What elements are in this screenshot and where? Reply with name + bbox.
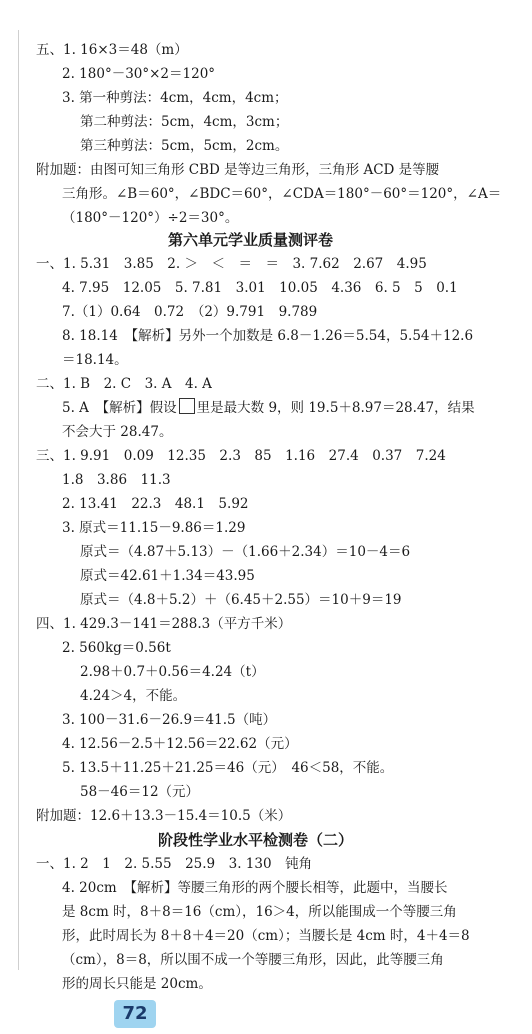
answer-line: 3. 第一种剪法：4cm，4cm，4cm； [62,90,288,106]
answer-line: 5. 13.5＋11.25＋21.25＝46（元） 46＜58，不能。 [62,760,394,776]
answer-line: 不会大于 28.47。 [62,424,173,440]
answer-line: 二、1. B 2. C 3. A 4. A [36,376,212,392]
answer-line: 1.8 3.86 11.3 [62,472,171,488]
answer-text: 5. A 【解析】假设 [62,400,177,416]
answer-line: 4. 7.95 12.05 5. 7.81 3.01 10.05 4.36 6. 5 5 0.1 [62,280,458,296]
answer-line: 一、1. 2 1 2. 5.55 25.9 3. 130 钝角 [36,856,313,872]
answer-line: 2. 13.41 22.3 48.1 5.92 [62,496,249,512]
answer-line: （180°－120°）÷2＝30°。 [62,210,239,226]
answer-line: 原式＝（4.8＋5.2）＋（6.45＋2.55）＝10＋9＝19 [80,592,402,608]
answer-line: 一、1. 5.31 3.85 2. ＞ ＜ ＝ ＝ 3. 7.62 2.67 4.95 [36,256,427,272]
answer-line: 三角形。∠B＝60°，∠BDC＝60°，∠CDA＝180°－60°＝120°，∠A＝ [62,186,502,202]
answer-line: 第三种剪法：5cm，5cm，2cm。 [80,138,289,154]
page-number: 72 [114,1000,156,1028]
answer-line: 2. 180°－30°×2＝120° [62,66,216,82]
answer-line: 五、1. 16×3＝48（m） [36,42,188,58]
answer-line: 形的周长只能是 20cm。 [62,976,212,992]
section-heading: 阶段性学业水平检测卷（二） [158,831,354,849]
answer-line: 3. 原式＝11.15－9.86＝1.29 [62,520,246,536]
answer-line: 是 8cm 时，8＋8＝16（cm），16＞4，所以能围成一个等腰三角 [62,904,457,920]
answer-line: 四、1. 429.3－141＝288.3（平方千米） [36,616,292,632]
answer-line: （cm），8＝8，所以围不成一个等腰三角形，因此，此等腰三角 [62,952,444,968]
answer-line: 附加题：由图可知三角形 CBD 是等边三角形，三角形 ACD 是等腰 [36,162,440,178]
answer-line: 附加题：12.6＋13.3－15.4＝10.5（米） [36,808,292,824]
answer-line: 2.98＋0.7＋0.56＝4.24（t） [80,664,265,680]
left-margin-rule [18,30,19,970]
answer-line: 58－46＝12（元） [80,784,200,800]
blank-box [179,398,195,414]
answer-text: 里是最大数 9，则 19.5＋8.97＝28.47，结果 [196,400,475,416]
section-heading: 第六单元学业质量测评卷 [168,231,334,249]
answer-line: 4. 12.56－2.5＋12.56＝22.62（元） [62,736,298,752]
answer-line: 7.（1）0.64 0.72 （2）9.791 9.789 [62,304,318,320]
answer-line: 4.24＞4，不能。 [80,688,187,704]
answer-line [62,398,475,418]
answer-line: 4. 20cm 【解析】等腰三角形的两个腰长相等，此题中，当腰长 [62,880,448,896]
answer-line: 2. 560kg＝0.56t [62,640,171,656]
answer-line: 8. 18.14 【解析】另外一个加数是 6.8－1.26＝5.54，5.54＋12.6 [62,328,474,344]
answer-line: 三、1. 9.91 0.09 12.35 2.3 85 1.16 27.4 0.37 7.24 [36,448,446,464]
answer-line: ＝18.14。 [62,352,128,368]
answer-line: 形，此时周长为 8＋8＋4＝20（cm）；当腰长是 4cm 时，4＋4＝8 [62,928,470,944]
answer-line: 原式＝42.61＋1.34＝43.95 [80,568,255,584]
answer-line: 第二种剪法：5cm，4cm，3cm； [80,114,289,130]
answer-line: 原式＝（4.87＋5.13）－（1.66＋2.34）＝10－4＝6 [80,544,411,560]
answer-line: 3. 100－31.6－26.9＝41.5（吨） [62,712,277,728]
